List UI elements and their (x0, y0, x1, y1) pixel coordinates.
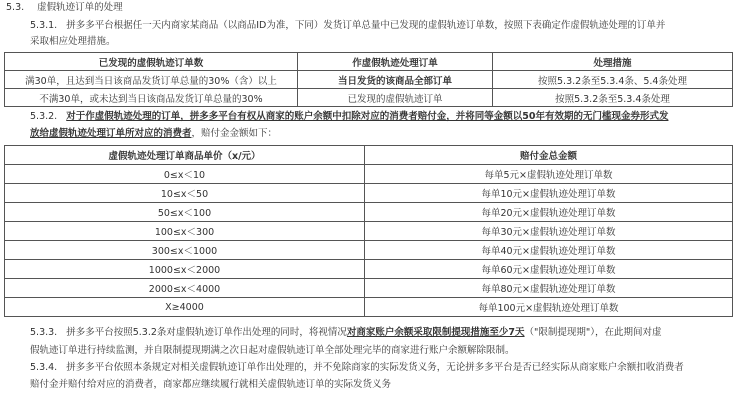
clause-text: （"限制提现期"），在此期间对虚 (524, 327, 662, 338)
table-cell: 按照5.3.2条至5.3.4条、5.4条处理 (493, 71, 733, 89)
paragraph-5-3-4-line2: 赔付金并赔付给对应的消费者，商家都应继续履行就相关虚假轨迹订单的实际发货义务 (30, 379, 392, 390)
section-heading (6, 1, 123, 15)
table-cell: 当日发货的该商品全部订单 (298, 71, 493, 89)
paragraph-5-3-1-line1 (30, 19, 665, 33)
violation-threshold-table (4, 52, 733, 107)
table-row (5, 184, 733, 203)
compensation-cell: 每单10元×虚假轨迹处理订单数 (365, 184, 733, 203)
table-row (5, 241, 733, 260)
price-range-cell: 10≤x＜50 (5, 184, 365, 203)
header-cell: 作虚假轨迹处理订单 (298, 53, 493, 71)
section-title: 虚假轨迹订单的处理 (37, 2, 123, 13)
compensation-cell: 每单40元×虚假轨迹处理订单数 (365, 241, 733, 260)
header-cell: 处理措施 (493, 53, 733, 71)
table-row (5, 298, 733, 317)
paragraph-5-3-2-line2 (30, 127, 277, 141)
compensation-cell: 每单20元×虚假轨迹处理订单数 (365, 203, 733, 222)
price-range-cell: 2000≤x＜4000 (5, 279, 365, 298)
table-header-row (5, 146, 733, 165)
clause-number: 5.3.1. (30, 20, 58, 31)
compensation-cell: 每单5元×虚假轨迹处理订单数 (365, 165, 733, 184)
clause-text: 拼多多平台根据任一天内商家某商品（以商品ID为准，下同）发货订单总量中已发现的虚假轨迹订单数，按照下表确定作虚假轨迹处理的订单并 (66, 20, 666, 31)
clause-text: 拼多多平台依照本条规定对相关虚假轨迹订单作出处理的，并不免除商家的实际发货义务，无论拼多多平台是否已经实际从商家账户余额扣收消费者 (66, 362, 684, 373)
table-header-row (5, 53, 733, 71)
table-row (5, 89, 733, 107)
clause-text: 拼多多平台按照5.3.2条对虚假轨迹订单作出处理的同时，将视情况 (66, 327, 347, 338)
table-row (5, 279, 733, 298)
price-range-cell: 100≤x＜300 (5, 222, 365, 241)
price-range-cell: 0≤x＜10 (5, 165, 365, 184)
clause-text-bold: 对商家账户余额采取限制提现措施至少7天 (346, 327, 525, 338)
price-range-cell: 300≤x＜1000 (5, 241, 365, 260)
clause-text-bold: 对于作虚假轨迹处理的订单，拼多多平台有权从商家的账户余额中扣除对应的消费者赔付金，并将同等金额以50年有效期的无门槛现金券形式发 (66, 111, 669, 122)
paragraph-5-3-1-line2: 采取相应处理措施。 (30, 36, 116, 47)
paragraph-5-3-4-line1 (30, 361, 684, 375)
compensation-cell: 每单60元×虚假轨迹处理订单数 (365, 260, 733, 279)
table-row (5, 203, 733, 222)
compensation-cell: 每单30元×虚假轨迹处理订单数 (365, 222, 733, 241)
table-row (5, 222, 733, 241)
clause-number: 5.3.4. (30, 362, 58, 373)
price-range-cell: 50≤x＜100 (5, 203, 365, 222)
paragraph-5-3-2-line1 (30, 110, 668, 124)
price-range-cell: 1000≤x＜2000 (5, 260, 365, 279)
table-cell: 已发现的虚假轨迹订单 (298, 89, 493, 107)
header-cell: 虚假轨迹处理订单商品单价（x/元） (5, 146, 365, 165)
header-cell: 已发现的虚假轨迹订单数 (5, 53, 298, 71)
table-row (5, 260, 733, 279)
clause-number: 5.3.2. (30, 111, 58, 122)
header-cell: 赔付金总金额 (365, 146, 733, 165)
paragraph-5-3-3-line1 (30, 326, 662, 340)
compensation-cell: 每单100元×虚假轨迹处理订单数 (365, 298, 733, 317)
clause-text-bold: 放给虚假轨迹处理订单所对应的消费者 (30, 128, 192, 139)
table-row (5, 71, 733, 89)
table-cell: 不满30单，或未达到当日该商品发货订单总量的30% (5, 89, 298, 107)
table-cell: 按照5.3.2条至5.3.4条处理 (493, 89, 733, 107)
compensation-table (4, 145, 733, 317)
price-range-cell: X≥4000 (5, 298, 365, 317)
section-number: 5.3. (6, 2, 25, 13)
clause-text: ，赔付金金额如下： (191, 128, 278, 139)
compensation-cell: 每单80元×虚假轨迹处理订单数 (365, 279, 733, 298)
table-row (5, 165, 733, 184)
table-cell: 满30单，且达到当日该商品发货订单总量的30%（含）以上 (5, 71, 298, 89)
clause-number: 5.3.3. (30, 327, 58, 338)
paragraph-5-3-3-line2: 假轨迹订单进行持续监测，并自限制提现期满之次日起对虚假轨迹订单全部处理完毕的商家进行账户余额解除限制。 (30, 345, 515, 356)
